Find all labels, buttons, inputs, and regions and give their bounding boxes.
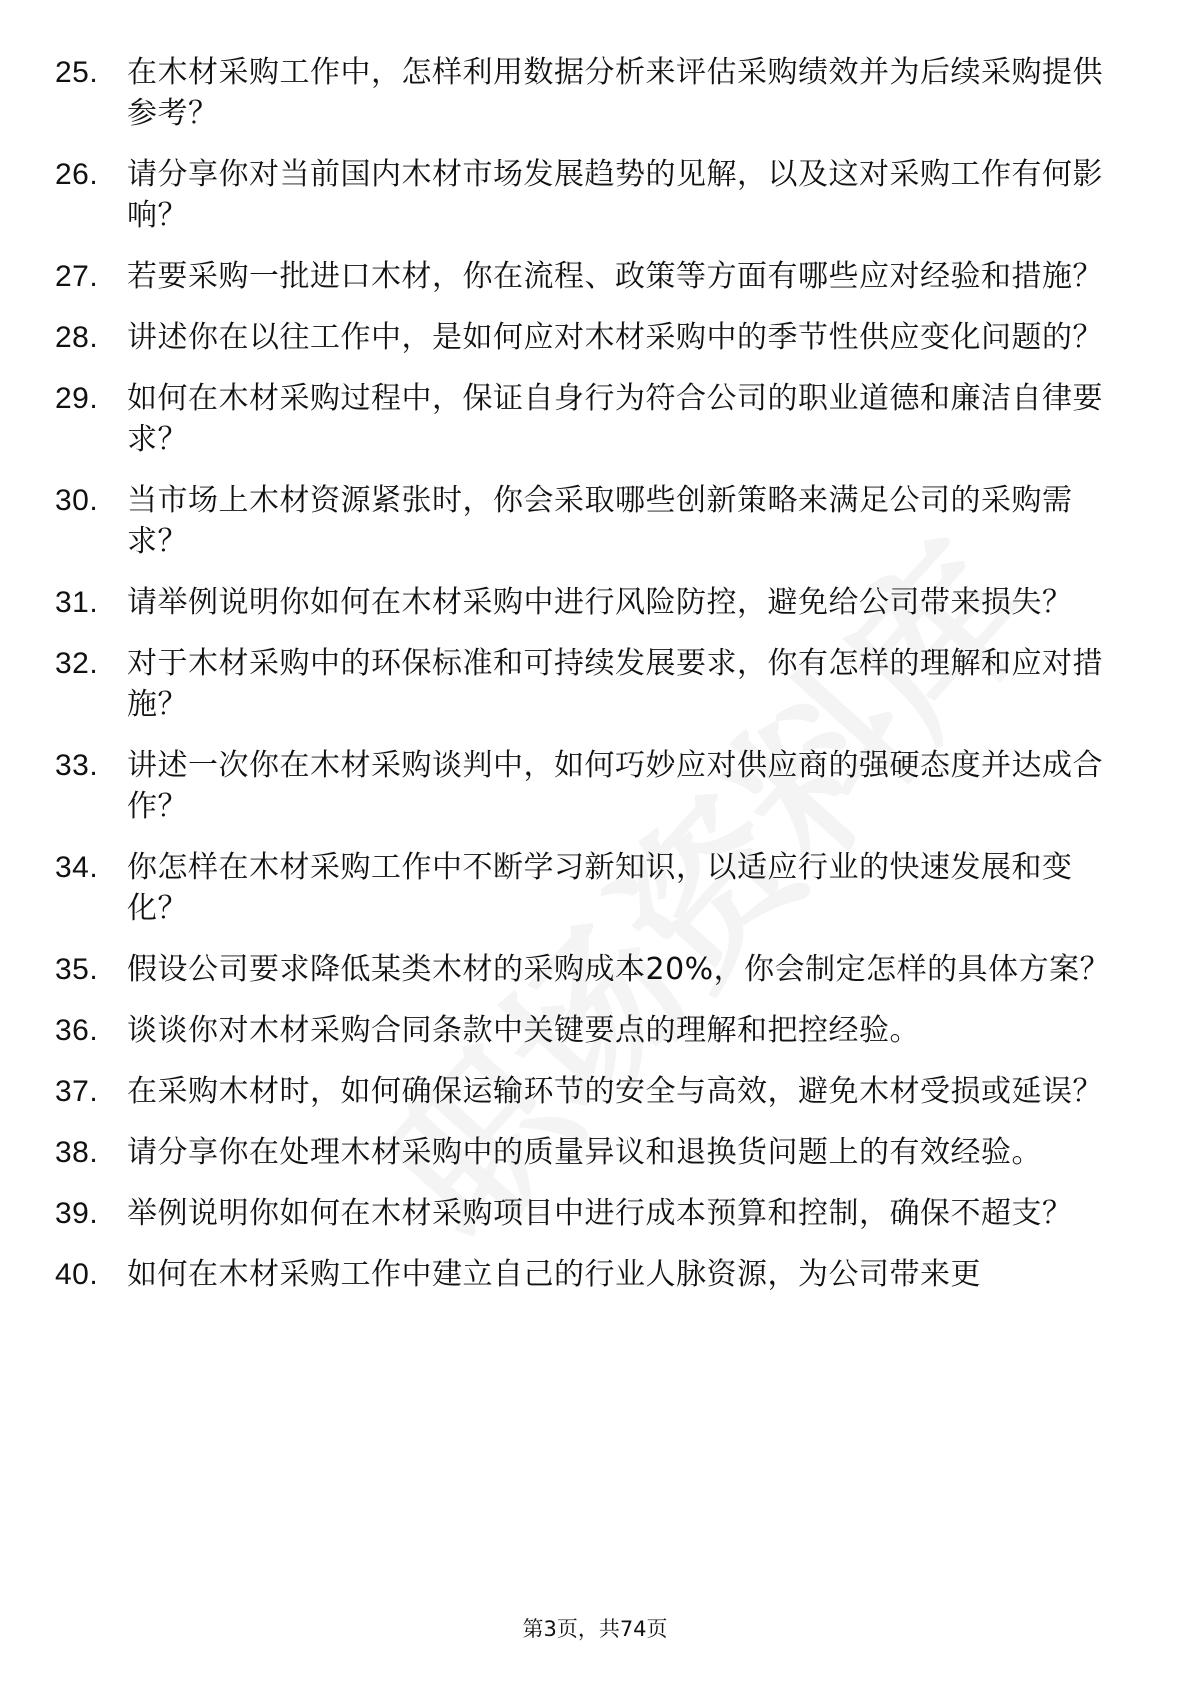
question-text: 如何在木材采购过程中，保证自身行为符合公司的职业道德和廉洁自律要求？ xyxy=(127,381,1103,457)
question-number: 34. xyxy=(55,851,99,884)
list-item xyxy=(55,949,1115,990)
question-number: 28. xyxy=(55,321,99,354)
question-number: 40. xyxy=(55,1258,99,1291)
question-number: 30. xyxy=(55,484,99,517)
question-number: 33. xyxy=(55,749,99,782)
list-item xyxy=(55,378,1115,460)
list-item xyxy=(55,745,1115,827)
question-text: 假设公司要求降低某类木材的采购成本20%，你会制定怎样的具体方案？ xyxy=(127,952,1111,987)
question-text: 请举例说明你如何在木材采购中进行风险防控，避免给公司带来损失？ xyxy=(127,585,1073,620)
list-item xyxy=(55,1071,1115,1112)
question-number: 32. xyxy=(55,647,99,680)
question-text: 请分享你对当前国内木材市场发展趋势的见解，以及这对采购工作有何影响？ xyxy=(127,157,1103,233)
question-list xyxy=(55,52,1115,1315)
list-item xyxy=(55,847,1115,929)
question-number: 29. xyxy=(55,382,99,415)
list-item xyxy=(55,582,1115,623)
question-number: 39. xyxy=(55,1197,99,1230)
question-text: 在采购木材时，如何确保运输环节的安全与高效，避免木材受损或延误？ xyxy=(127,1074,1103,1109)
question-number: 26. xyxy=(55,158,99,191)
question-text: 对于木材采购中的环保标准和可持续发展要求，你有怎样的理解和应对措施？ xyxy=(127,646,1103,722)
question-number: 35. xyxy=(55,953,99,986)
list-item xyxy=(55,52,1115,134)
question-text: 你怎样在木材采购工作中不断学习新知识，以适应行业的快速发展和变化？ xyxy=(127,850,1073,926)
list-item xyxy=(55,1132,1115,1173)
question-number: 27. xyxy=(55,260,99,293)
question-number: 36. xyxy=(55,1014,99,1047)
list-item xyxy=(55,480,1115,562)
question-text: 讲述你在以往工作中，是如何应对木材采购中的季节性供应变化问题的？ xyxy=(127,320,1103,355)
question-text: 谈谈你对木材采购合同条款中关键要点的理解和把控经验。 xyxy=(127,1013,920,1048)
question-text: 当市场上木材资源紧张时，你会采取哪些创新策略来满足公司的采购需求？ xyxy=(127,483,1073,559)
list-item xyxy=(55,1010,1115,1051)
question-text: 讲述一次你在木材采购谈判中，如何巧妙应对供应商的强硬态度并达成合作？ xyxy=(127,748,1103,824)
list-item xyxy=(55,154,1115,236)
question-text: 举例说明你如何在木材采购项目中进行成本预算和控制，确保不超支？ xyxy=(127,1196,1073,1231)
question-text: 请分享你在处理木材采购中的质量异议和退换货问题上的有效经验。 xyxy=(127,1135,1042,1170)
question-number: 25. xyxy=(55,56,99,89)
list-item xyxy=(55,1193,1115,1234)
list-item xyxy=(55,256,1115,297)
list-item xyxy=(55,1254,1115,1295)
list-item xyxy=(55,317,1115,358)
question-number: 37. xyxy=(55,1075,99,1108)
question-text: 如何在木材采购工作中建立自己的行业人脉资源，为公司带来更 xyxy=(127,1257,981,1292)
question-text: 若要采购一批进口木材，你在流程、政策等方面有哪些应对经验和措施？ xyxy=(127,259,1103,294)
page-footer: 第3页，共74页 xyxy=(522,1617,668,1641)
question-number: 31. xyxy=(55,586,99,619)
question-number: 38. xyxy=(55,1136,99,1169)
list-item xyxy=(55,643,1115,725)
question-text: 在木材采购工作中，怎样利用数据分析来评估采购绩效并为后续采购提供参考？ xyxy=(127,55,1103,131)
